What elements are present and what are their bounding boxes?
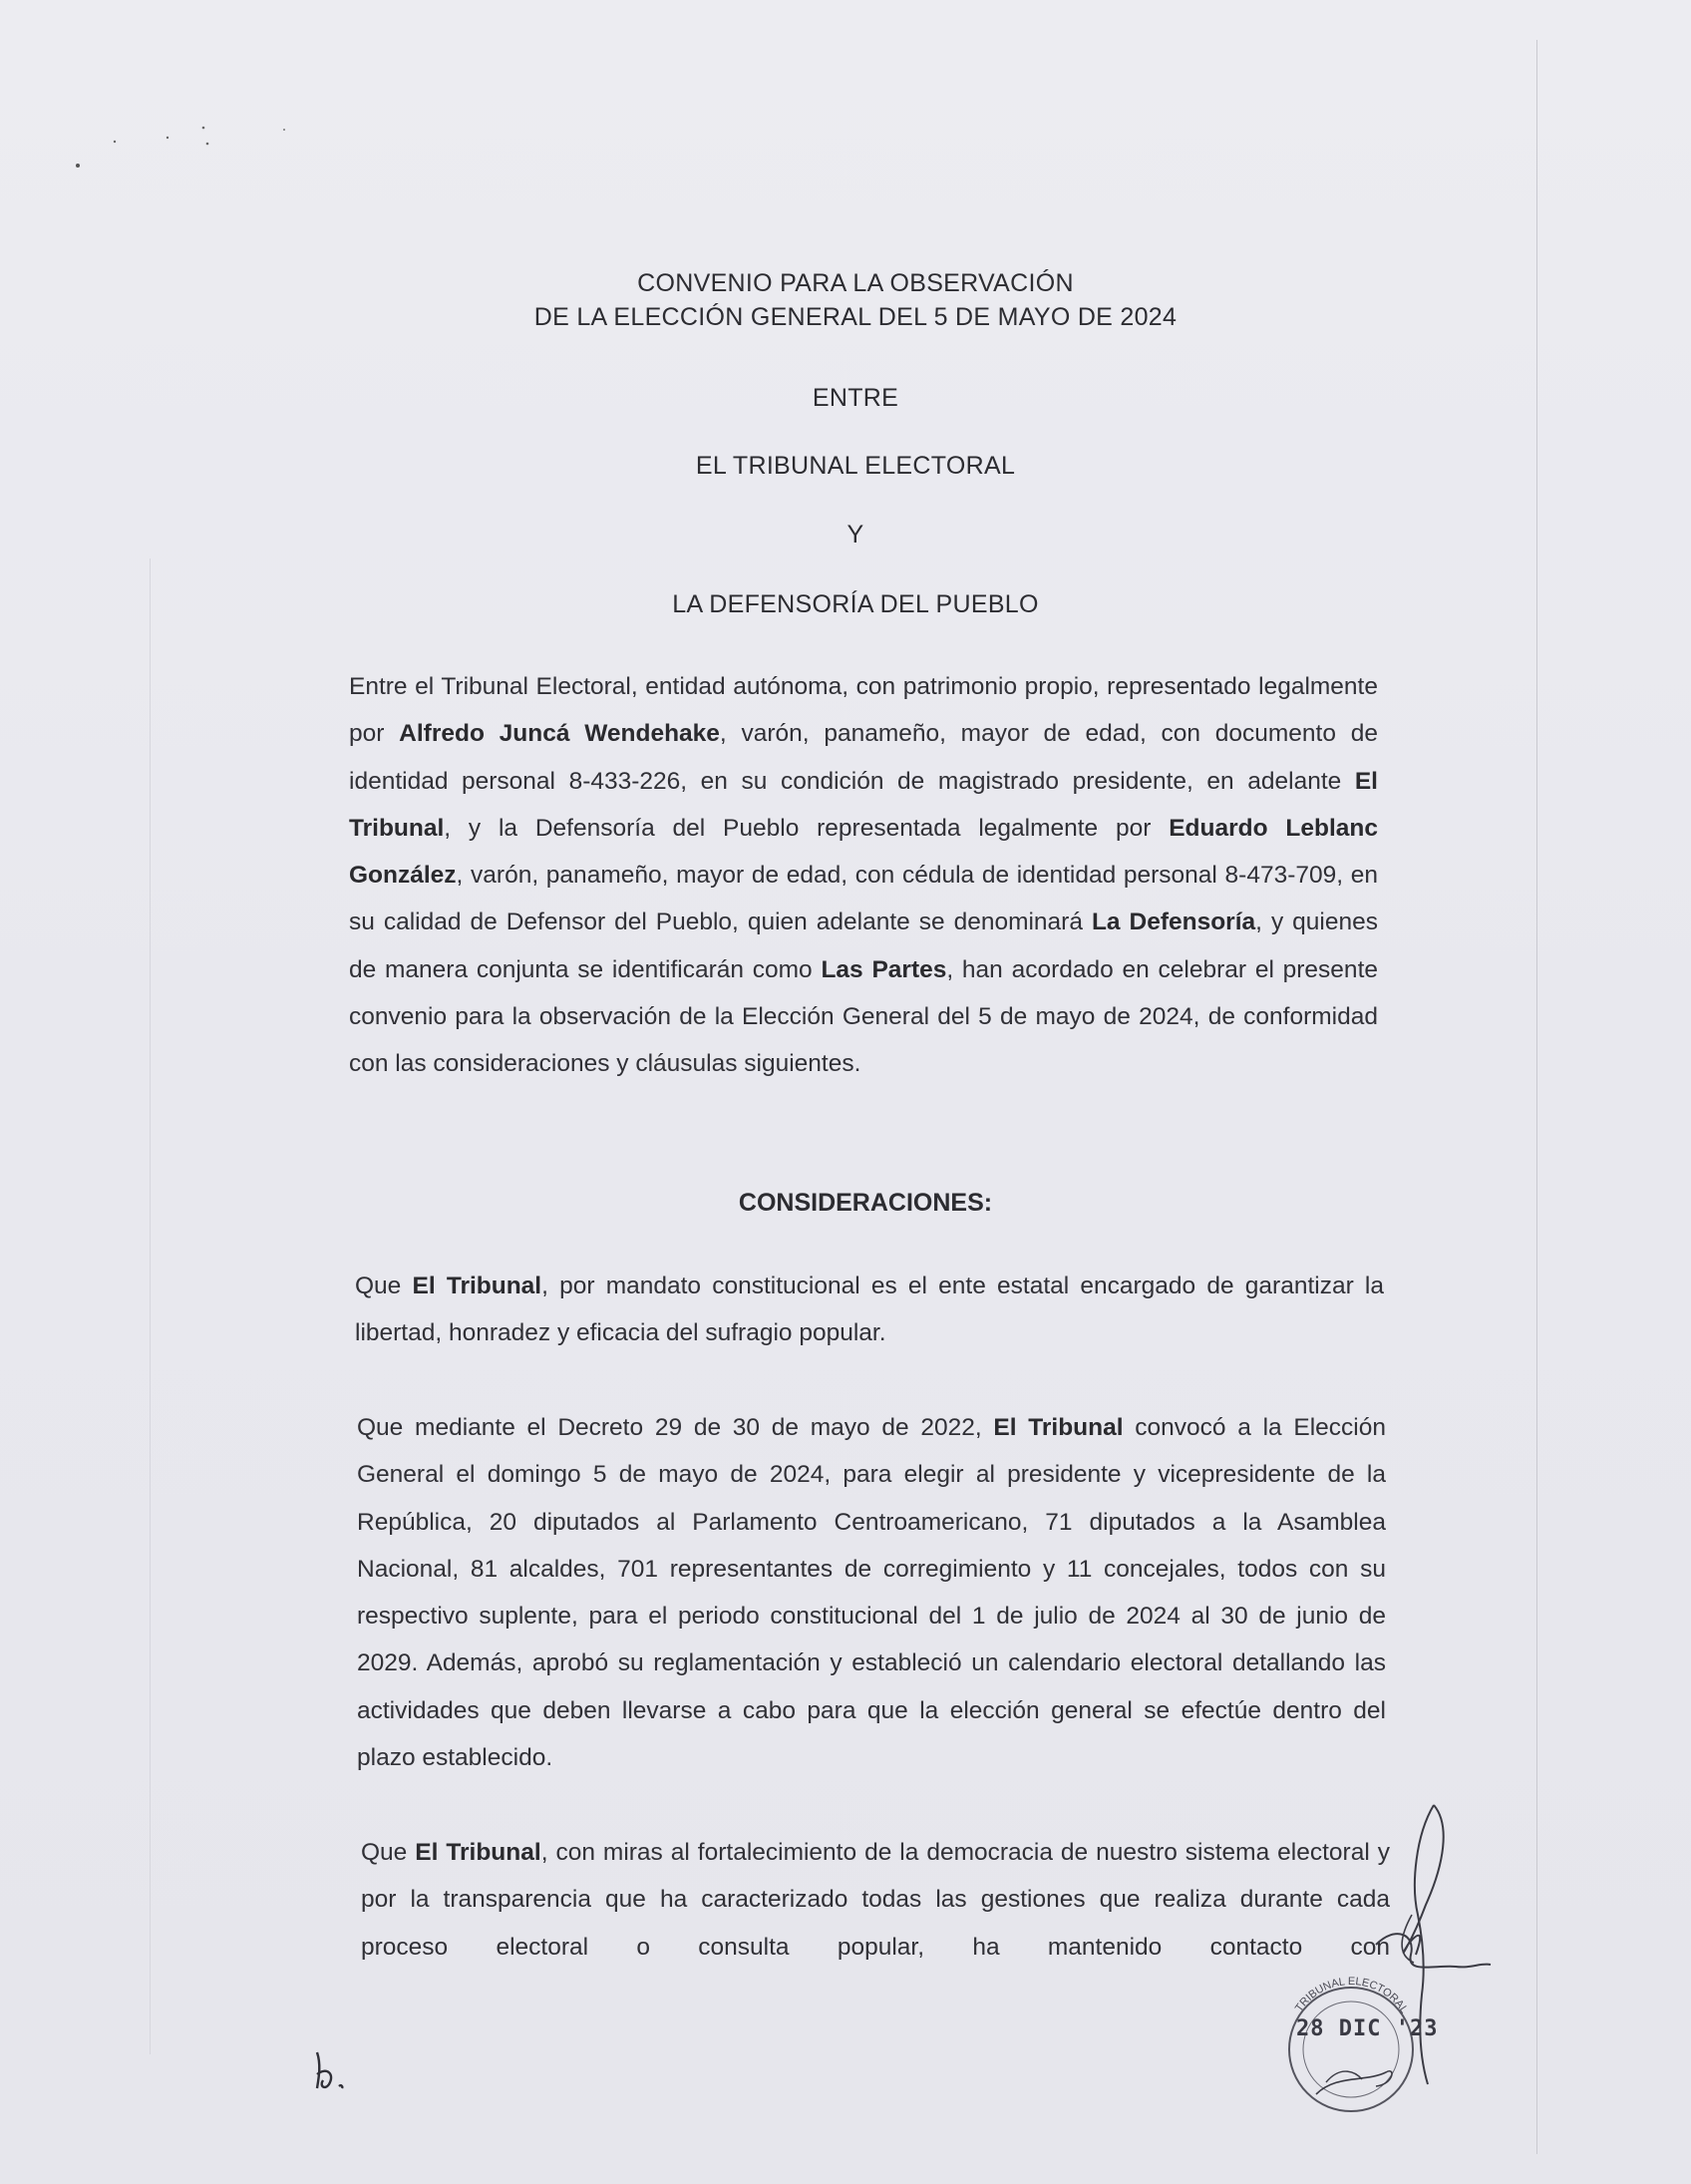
consideration-paragraph-2: Que mediante el Decreto 29 de 30 de mayo de 2022, El Tribunal convocó a la Elección General el domingo 5 de mayo de 2024, para elegir al presidente y vicepresidente de la República, 20 diputados al Parlamento Centroamericano, 71 diputados a la Asamblea Nacional, 81 alcaldes, 701 representantes de corregimiento y 11 concejales, todos con su respectivo suplente, para el periodo constitucional del 1 de julio de 2024 al 30 de junio de 2029. Además, aprobó su reglamentación y estableció un calendario electoral detallando las actividades que deben llevarse a cabo para que la elección general se efectúe dentro del plazo establecido. bbox=[357, 1414, 1386, 1772]
stamp-top-text: TRIBUNAL ELECTORAL bbox=[1292, 1975, 1411, 2016]
defined-term-parties: Las Partes bbox=[821, 955, 947, 983]
consideration-paragraph-1: Que El Tribunal, por mandato constitucional es el ente estatal encargado de garantizar la libertad, honradez y eficacia del sufragio popular. bbox=[355, 1273, 1384, 1347]
considerations-heading: CONSIDERACIONES: bbox=[738, 1189, 993, 1217]
document-title-line1: CONVENIO PARA LA OBSERVACIÓN bbox=[637, 269, 1074, 297]
party1-name: EL TRIBUNAL ELECTORAL bbox=[695, 452, 1016, 480]
scan-specks bbox=[70, 120, 319, 199]
between-label: ENTRE bbox=[812, 384, 899, 412]
intro-paragraph: Entre el Tribunal Electoral, entidad autónoma, con patrimonio propio, representado legalmente por Alfredo Juncá Wendehake, varón, panameño, mayor de edad, con documento de identidad personal 8-433-226, en su condición de magistrado presidente, en adelante El Tribunal, y la Defensoría del Pueblo representada legalmente por Eduardo Leblanc González, varón, panameño, mayor de edad, con cédula de identidad personal 8-473-709, en su calidad de Defensor del Pueblo, quien adelante se denominará La Defensoría, y quienes de manera conjunta se identificarán como Las Partes, han acordado en celebrar el presente convenio para la observación de la Elección General del 5 de mayo de 2024, de conformidad con las consideraciones y cláusulas siguientes. bbox=[349, 673, 1378, 1078]
consideration-paragraph-3: Que El Tribunal, con miras al fortalecimiento de la democracia de nuestro sistema electoral y por la transparencia que ha caracterizado todas las gestiones que realiza durante cada proceso electoral o consulta popular, ha mantenido contacto con bbox=[361, 1839, 1390, 1961]
and-label: Y bbox=[846, 521, 864, 548]
representative-tribunal-name: Alfredo Juncá Wendehake bbox=[399, 720, 720, 748]
tribunal-stamp bbox=[1266, 1955, 1439, 2134]
handwritten-initials bbox=[309, 2044, 369, 2094]
page-margin-line bbox=[150, 558, 151, 2054]
svg-text:TRIBUNAL ELECTORAL bbox=[1293, 1976, 1410, 2015]
page-edge-line bbox=[1536, 40, 1537, 2154]
defined-term-tribunal: El Tribunal bbox=[349, 767, 1378, 842]
defined-term-defensoria: La Defensoría bbox=[1091, 909, 1256, 936]
document-title-line2: DE LA ELECCIÓN GENERAL DEL 5 DE MAYO DE 2024 bbox=[533, 303, 1178, 331]
stamp-date: 28 DIC '23 bbox=[1296, 2016, 1439, 2041]
representative-defensoria-name: Eduardo Leblanc González bbox=[349, 814, 1378, 890]
party2-name: LA DEFENSORÍA DEL PUEBLO bbox=[672, 590, 1039, 618]
